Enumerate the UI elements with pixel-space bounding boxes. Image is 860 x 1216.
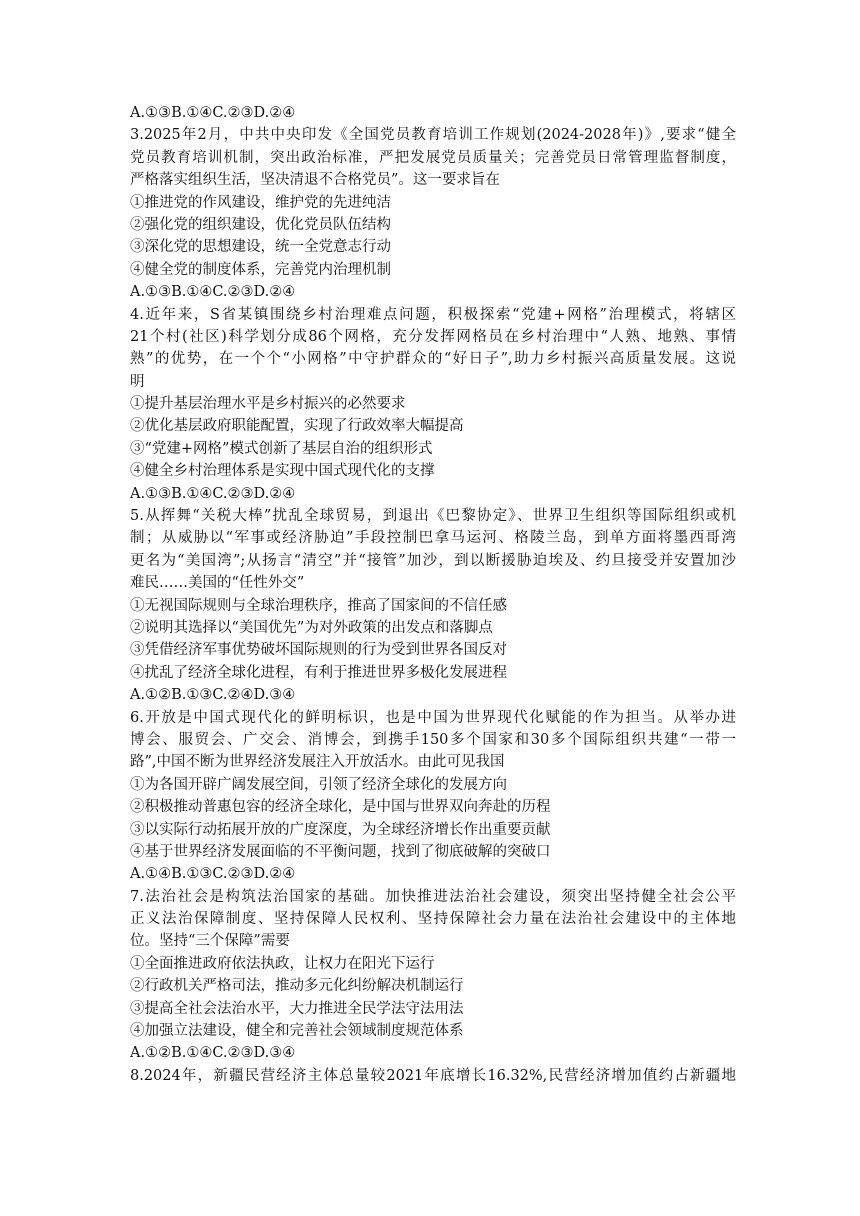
text-line: ②积极推动普惠包容的经济全球化，是中国与世界双向奔赴的历程 bbox=[130, 799, 551, 816]
text-line: ①提升基层治理水平是乡村振兴的必然要求 bbox=[130, 396, 406, 413]
text-line: A.①③B.①④C.②③D.②④ bbox=[130, 485, 296, 502]
text-line: ①为各国开辟广阔发展空间，引领了经济全球化的发展方向 bbox=[130, 776, 507, 793]
text-line: ③“党建+网格”模式创新了基层自治的组织形式 bbox=[130, 440, 433, 457]
text-line: 6.开放是中国式现代化的鲜明标识，也是中国为世界现代化赋能的作为担当。从举办进 bbox=[130, 709, 736, 726]
text-line: 位。坚持“三个保障”需要 bbox=[130, 933, 290, 950]
text-line: ③凭借经济军事优势破坏国际规则的行为受到世界各国反对 bbox=[130, 642, 507, 659]
text-line: 正义法治保障制度、坚持保障人民权利、坚持保障社会力量在法治社会建设中的主体地 bbox=[130, 911, 736, 928]
text-line: ①推进党的作风建设，维护党的先进纯洁 bbox=[130, 194, 391, 211]
text-line: A.①③B.①④C.②③D.②④ bbox=[130, 105, 296, 121]
text-line: 21个村(社区)科学划分成86个网格，充分发挥网格员在乡村治理中“人熟、地熟、事情 bbox=[130, 328, 736, 345]
text-line: 5.从挥舞“关税大棒”扰乱全球贸易，到退出《巴黎协定》、世界卫生组织等国际组织或机 bbox=[130, 508, 736, 525]
text-line: ③提高全社会法治水平，大力推进全民学法守法用法 bbox=[130, 1000, 464, 1017]
text-line: 明 bbox=[130, 373, 145, 390]
text-line: ④加强立法建设，健全和完善社会领域制度规范体系 bbox=[130, 1023, 464, 1040]
text-line: 博会、服贸会、广交会、消博会，到携手150多个国家和30多个国际组织共建“一带一 bbox=[130, 731, 736, 748]
text-line: 严格落实组织生活，坚决清退不合格党员”。这一要求旨在 bbox=[130, 172, 500, 189]
text-line: A.①④B.①③C.②③D.②④ bbox=[130, 866, 296, 883]
text-line: A.①③B.①④C.②③D.②④ bbox=[130, 284, 296, 301]
text-line: ④基于世界经济发展面临的不平衡问题，找到了彻底破解的突破口 bbox=[130, 843, 551, 860]
text-line: ②强化党的组织建设，优化党员队伍结构 bbox=[130, 216, 391, 233]
text-line: 制；从威胁以“军事或经济胁迫”手段控制巴拿马运河、格陵兰岛，到单方面将墨西哥湾 bbox=[130, 530, 736, 547]
text-line: 党员教育培训机制，突出政治标准，严把发展党员质量关；完善党员日常管理监督制度， bbox=[130, 149, 736, 166]
text-line: 8.2024年，新疆民营经济主体总量较2021年底增长16.32%,民营经济增加值约占新疆地 bbox=[130, 1067, 736, 1084]
text-line: ②说明其选择以“美国优先”为对外政策的出发点和落脚点 bbox=[130, 619, 493, 636]
text-line: 路”,中国不断为世界经济发展注入开放活水。由此可见我国 bbox=[130, 754, 505, 771]
text-line: 7.法治社会是构筑法治国家的基础。加快推进法治社会建设，须突出坚持健全社会公平 bbox=[130, 888, 736, 905]
text-line: ①无视国际规则与全球治理秩序，推高了国家间的不信任感 bbox=[130, 597, 507, 614]
text-line: A.①②B.①③C.②④D.③④ bbox=[130, 687, 296, 704]
text-line: ②优化基层政府职能配置，实现了行政效率大幅提高 bbox=[130, 418, 464, 435]
text-line: 熟”的优势，在一个个“小网格”中守护群众的“好日子”,助力乡村振兴高质量发展。这说 bbox=[130, 351, 736, 368]
text-line: ④健全乡村治理体系是实现中国式现代化的支撑 bbox=[130, 463, 435, 480]
text-line: 难民……美国的“任性外交” bbox=[130, 575, 305, 592]
text-line: ④扰乱了经济全球化进程，有利于推进世界多极化发展进程 bbox=[130, 664, 507, 681]
text-line: 更名为“美国湾”;从扬言“清空”并“接管”加沙，到以断援胁迫埃及、约旦接受并安置加沙 bbox=[130, 552, 736, 569]
text-line: 3.2025年2月，中共中央印发《全国党员教育培训工作规划(2024-2028年)》,要求“健全 bbox=[130, 127, 736, 144]
exam-page bbox=[130, 102, 736, 1087]
text-line: 4.近年来，S省某镇围绕乡村治理难点问题，积极探索“党建+网格”治理模式，将辖区 bbox=[130, 306, 736, 323]
text-line: ②行政机关严格司法，推动多元化纠纷解决机制运行 bbox=[130, 978, 464, 995]
text-line: ①全面推进政府依法执政，让权力在阳光下运行 bbox=[130, 955, 435, 972]
text-line: A.①②B.①④C.②③D.③④ bbox=[130, 1045, 296, 1062]
text-line: ③深化党的思想建设，统一全党意志行动 bbox=[130, 239, 391, 256]
text-line: ③以实际行动拓展开放的广度深度，为全球经济增长作出重要贡献 bbox=[130, 821, 551, 838]
text-line: ④健全党的制度体系，完善党内治理机制 bbox=[130, 261, 391, 278]
